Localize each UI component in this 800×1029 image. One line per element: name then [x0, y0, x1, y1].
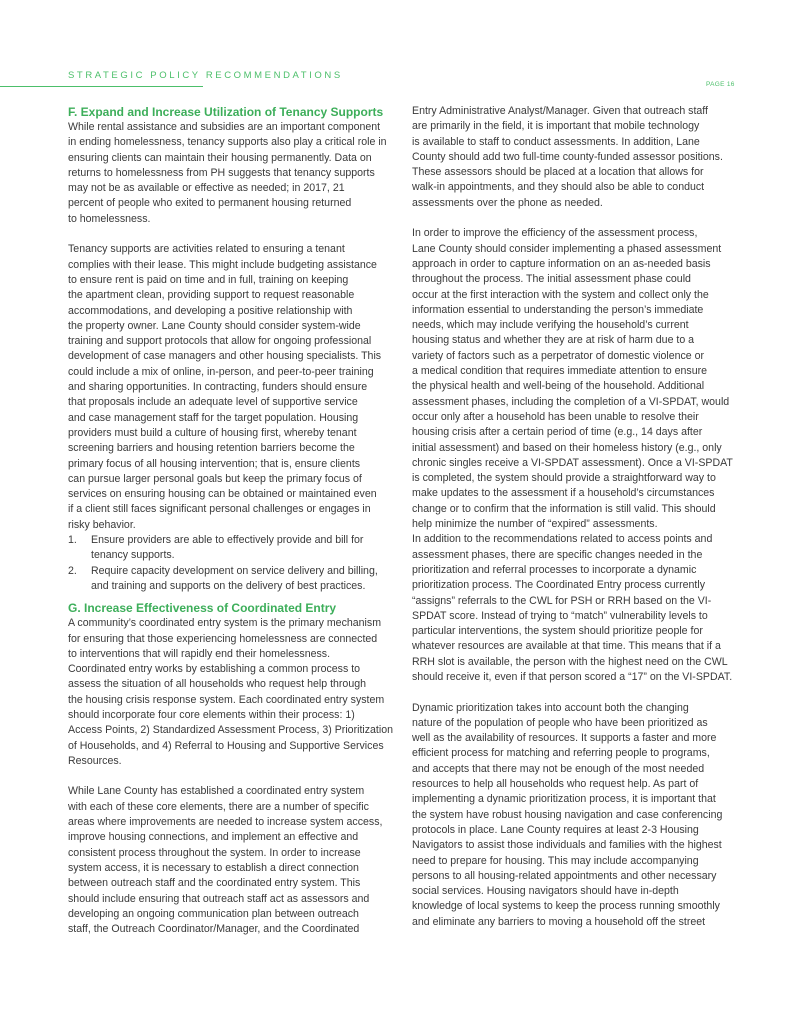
text-line: Access Points, 2) Standardized Assessment Process, 3) Prioritization — [68, 724, 394, 737]
list-item-number: 1. — [68, 534, 77, 547]
text-line: should incorporate four core elements within their process: 1) — [68, 708, 355, 721]
right-paragraph-2 — [412, 226, 734, 685]
text-line: system access, it is necessary to establish a direct connection — [68, 861, 359, 874]
heading-section-f: F. Expand and Increase Utilization of Tenancy Supports — [68, 105, 384, 119]
text-line: areas where improvements are needed to increase system access, — [68, 816, 383, 829]
section-f-paragraph-2 — [68, 242, 390, 533]
text-line: While rental assistance and subsidies are an important component — [68, 121, 381, 133]
text-line: social services. Housing navigators should have in-depth — [412, 885, 679, 898]
text-line: Dynamic prioritization takes into account both the changing — [412, 701, 689, 714]
text-line: assessments over the phone as needed. — [412, 196, 603, 209]
text-line: accommodations, and developing a positive relationship with — [68, 304, 353, 317]
section-f-paragraph-1 — [68, 120, 390, 227]
text-line: RRH slot is available, the person with the highest need on the CWL — [412, 655, 728, 668]
text-line: staff, the Outreach Coordinator/Manager, and the Coordinated — [68, 923, 360, 936]
text-line: In addition to the recommendations related to access points and — [412, 533, 713, 546]
text-line: of Households, and 4) Referral to Housing and Supportive Services — [68, 739, 384, 752]
text-line: nature of the population of people who have been prioritized as — [412, 716, 708, 729]
text-line: and sharing opportunities. In contracting, funders should ensure — [68, 381, 368, 394]
text-line: prioritization process. The Coordinated Entry process currently — [412, 579, 706, 592]
text-line: to interventions that will rapidly end their homelessness. — [68, 647, 331, 660]
text-line: and case management staff for the target population. Housing — [68, 411, 359, 424]
text-line: need to prepare for housing. This may include accompanying — [412, 854, 699, 867]
text-line: make updates to the assessment if a household’s circumstances — [412, 487, 715, 500]
text-line: to ensure rent is paid on time and in full, training on keeping — [68, 273, 349, 286]
text-line: in ending homelessness, tenancy supports also play a critical role in — [68, 136, 387, 149]
text-line: the physical health and well-being of the household. Additional — [412, 380, 705, 393]
text-line: occur only after a household has been unable to resolve their — [412, 410, 699, 423]
list-item — [68, 533, 390, 564]
text-line: developing an ongoing communication plan between outreach — [68, 907, 359, 920]
text-line: may not be as available or effective as needed; in 2017, 21 — [68, 182, 345, 195]
list-item — [68, 564, 390, 595]
text-line: the property owner. Lane County should consider system-wide — [68, 319, 361, 332]
text-line: resources to help all households who request help. As part of — [412, 778, 699, 791]
text-line: whatever resources are available at that time. This means that if a — [412, 640, 721, 653]
text-line: Ensure providers are able to effectively provide and bill for — [91, 534, 364, 547]
list-item-text — [91, 533, 390, 564]
text-line: assess the situation of all households who request help through — [68, 678, 366, 691]
text-line: for ensuring that those experiencing homelessness are connected — [68, 632, 378, 645]
text-line: development of case managers and other housing specialists. This — [68, 350, 382, 363]
heading-section-g: G. Increase Effectiveness of Coordinated Entry — [68, 601, 337, 616]
text-line: occur at the first interaction with the system and collect only the — [412, 288, 709, 301]
text-line: needs, which may include verifying the household’s current — [412, 319, 689, 332]
right-paragraph-3 — [412, 701, 734, 930]
text-line: training and support protocols that allow for ongoing professional — [68, 335, 372, 348]
text-line: housing crisis after a certain period of time (e.g., 14 days after — [412, 426, 703, 439]
text-line: well as the availability of resources. It supports a faster and more — [412, 732, 717, 745]
text-line: information essential to understanding the person’s immediate — [412, 303, 704, 316]
text-line: Resources. — [68, 754, 122, 767]
text-line: should receive it, even if that person scored a “17” on the VI-SPDAT. — [412, 670, 733, 683]
text-line: Entry Administrative Analyst/Manager. Given that outreach staff — [412, 105, 708, 117]
text-line: with each of these core elements, there are a number of specific — [68, 800, 369, 813]
left-column — [68, 104, 394, 937]
text-line: between outreach staff and the coordinated entry system. This — [68, 877, 361, 890]
text-line: the housing crisis response system. Each coordinated entry system — [68, 693, 385, 706]
text-line: is completed, the system should provide a straightforward way to — [412, 472, 716, 485]
text-line: can pursue larger personal goals but keep the primary focus of — [68, 472, 362, 485]
text-line: approach in order to capture information on an as-needed basis — [412, 257, 711, 270]
header-divider — [0, 86, 203, 87]
text-line: While Lane County has established a coordinated entry system — [68, 785, 365, 798]
text-line: ensuring clients can maintain their housing permanently. Data on — [68, 151, 372, 164]
text-line: to homelessness. — [68, 212, 151, 225]
right-column — [412, 104, 734, 930]
page-number: PAGE 16 — [706, 81, 735, 88]
text-line: are primarily in the field, it is important that mobile technology — [412, 120, 700, 133]
section-g-paragraph-2 — [68, 784, 390, 937]
text-line: In order to improve the efficiency of the assessment process, — [412, 227, 698, 240]
right-paragraph-1 — [412, 104, 734, 211]
text-line: should include ensuring that outreach staff act as assessors and — [68, 892, 370, 905]
text-line: prioritization and referral processes to incorporate a dynamic — [412, 563, 697, 576]
text-line: screening barriers and housing retention barriers become the — [68, 442, 355, 455]
text-line: providers must build a culture of housing first, whereby tenant — [68, 426, 357, 439]
text-line: protocols in place. Lane County requires at least 2-3 Housing — [412, 823, 699, 836]
text-line: that proposals include an adequate level of supportive service — [68, 396, 358, 409]
text-line: and eliminate any barriers to moving a household off the street — [412, 915, 706, 928]
text-line: consistent process throughout the system. In order to increase — [68, 846, 361, 859]
text-line: change or to confirm that the information is still valid. This should — [412, 502, 716, 515]
text-line: risky behavior. — [68, 518, 136, 531]
text-line: if a client still faces significant personal challenges or engages in — [68, 503, 371, 516]
text-line: and accepts that there may not be enough of the most needed — [412, 762, 705, 775]
text-line: persons to all housing-related appointments and other necessary — [412, 869, 717, 882]
text-line: knowledge of local systems to keep the process running smoothly — [412, 900, 720, 913]
text-line: throughout the process. The initial assessment phase could — [412, 273, 691, 286]
list-item-number: 2. — [68, 564, 77, 577]
text-line: percent of people who exited to permanent housing returned — [68, 197, 352, 210]
tenancy-supports-list — [68, 533, 390, 594]
text-line: County should add two full-time county-funded assessor positions. — [412, 150, 723, 163]
text-line: Navigators to assist those individuals and families with the highest — [412, 839, 722, 852]
text-line: a medical condition that requires immediate attention to ensure — [412, 365, 708, 378]
text-line: could include a mix of online, in-person, and peer-to-peer training — [68, 365, 374, 378]
text-line: the system have robust housing navigation and case conferencing — [412, 808, 723, 821]
text-line: walk-in appointments, and they should also be able to conduct — [412, 181, 705, 194]
text-line: complies with their lease. This might include budgeting assistance — [68, 258, 377, 271]
text-line: housing status and whether they are at risk of harm due to a — [412, 334, 695, 347]
text-line: assessment phases, there are specific changes needed in the — [412, 548, 703, 561]
text-line: services on ensuring housing can be obtained or maintained even — [68, 488, 377, 501]
text-line: primary focus of all housing intervention; that is, ensure clients — [68, 457, 361, 470]
text-line: Coordinated entry works by establishing a common process to — [68, 663, 361, 676]
text-line: efficient process for matching and referring people to programs, — [412, 747, 710, 760]
text-line: assessment phases, including the completion of a VI-SPDAT, would — [412, 395, 730, 408]
text-line: A community’s coordinated entry system is the primary mechanism — [68, 617, 382, 630]
text-line: the apartment clean, providing support to request reasonable — [68, 289, 355, 302]
text-line: Require capacity development on service delivery and billing, — [91, 564, 378, 577]
text-line: variety of factors such as a perpetrator of domestic violence or — [412, 349, 705, 362]
text-line: SPDAT score. Instead of trying to “match” vulnerability levels to — [412, 609, 708, 622]
text-line: is available to staff to conduct assessments. In addition, Lane — [412, 135, 700, 148]
text-line: particular interventions, the system should prioritize people for — [412, 625, 703, 638]
text-line: chronic singles receive a VI-SPDAT assessment). Once a VI-SPDAT — [412, 456, 733, 469]
list-item-text — [91, 564, 390, 595]
text-line: Tenancy supports are activities related to ensuring a tenant — [68, 243, 345, 256]
text-line: These assessors should be placed at a location that allows for — [412, 166, 704, 179]
text-line: and training and supports on the delivery of best practices. — [91, 579, 366, 592]
text-line: “assigns” referrals to the CWL for PSH or RRH based on the VI- — [412, 594, 712, 607]
text-line: initial assessment) and based on their homeless history (e.g., only — [412, 441, 722, 454]
section-g-paragraph-1 — [68, 616, 394, 769]
text-line: help minimize the number of “expired” assessments. — [412, 518, 658, 531]
text-line: tenancy supports. — [91, 549, 175, 562]
text-line: improve housing connections, and implement an effective and — [68, 831, 359, 844]
section-label: STRATEGIC POLICY RECOMMENDATIONS — [68, 70, 343, 81]
text-line: Lane County should consider implementing a phased assessment — [412, 242, 722, 255]
text-line: implementing a dynamic prioritization process, it is important that — [412, 793, 716, 806]
text-line: returns to homelessness from PH suggests that tenancy supports — [68, 166, 375, 179]
